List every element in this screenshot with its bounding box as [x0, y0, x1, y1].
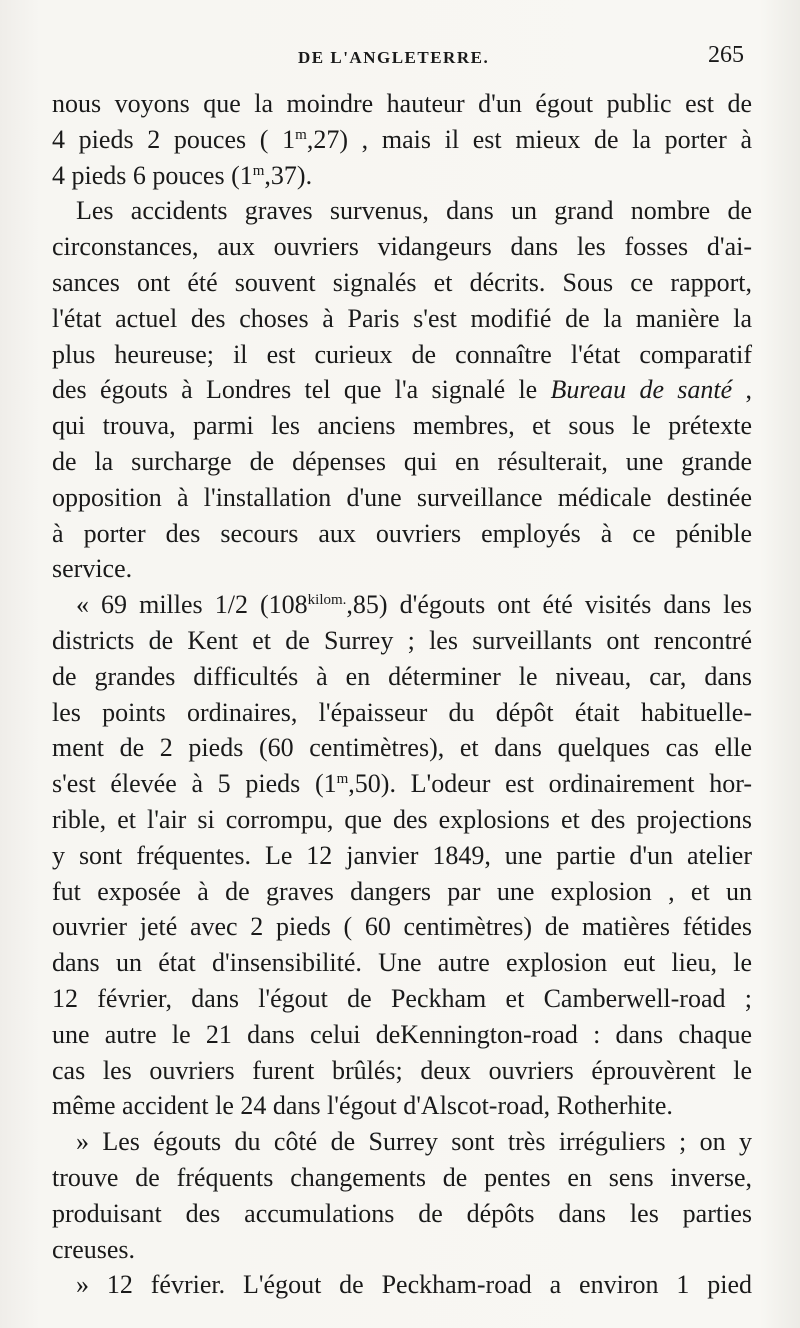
text-segment: nous voyons que la moindre hauteur d'un égout public est de — [52, 89, 752, 118]
text-segment: districts de Kent et de Surrey ; les surveillants ont rencontré — [52, 625, 752, 655]
text-line — [52, 193, 752, 229]
text-segment: Les accidents graves survenus, dans un grand nombre de — [76, 196, 752, 226]
text-segment: 12 février, dans l'égout de Peckham et Camberwell-road ; — [52, 983, 752, 1013]
text-segment: ,85) d'égouts ont été visités dans les — [346, 590, 752, 620]
text-line — [52, 86, 752, 122]
text-segment: ouvrier jeté avec 2 pieds ( 60 centimètres) de matières fétides — [52, 912, 752, 942]
text-line — [52, 551, 752, 587]
text-line — [52, 1196, 752, 1232]
text-segment: l'état actuel des choses à Paris s'est modifié de la manière la — [52, 303, 752, 333]
text-line — [52, 516, 752, 552]
text-segment: fut exposée à de graves dangers par une explosion , et un — [52, 876, 752, 906]
text-line — [52, 158, 752, 194]
text-segment: ,50). L'odeur est ordinairement hor- — [348, 769, 752, 799]
text-segment: opposition à l'installation d'une surveillance médicale destinée — [52, 482, 752, 512]
text-line — [52, 802, 752, 838]
text-segment: ,27) , mais il est mieux de la porter à — [306, 124, 752, 154]
text-line — [52, 265, 752, 301]
text-line — [52, 1267, 752, 1303]
text-segment: rible, et l'air si corrompu, que des explosions et des projections — [52, 804, 752, 834]
text-line — [52, 1232, 752, 1268]
text-segment: y sont fréquentes. Le 12 janvier 1849, une partie d'un atelier — [52, 840, 752, 870]
text-line — [52, 945, 752, 981]
text-segment: produisant des accumulations de dépôts dans les parties — [52, 1198, 752, 1228]
text-segment: s'est élevée à 5 pieds (1 — [52, 769, 337, 799]
text-segment: plus heureuse; il est curieux de connaître l'état comparatif — [52, 339, 752, 369]
text-line — [52, 337, 752, 373]
text-line — [52, 695, 752, 731]
text-line — [52, 1160, 752, 1196]
page-header — [62, 42, 744, 76]
text-segment: 4 pieds 6 pouces (1 — [52, 160, 253, 190]
superscript: m — [336, 771, 349, 788]
text-line — [52, 408, 752, 444]
text-segment: cas les ouvriers furent brûlés; deux ouvriers éprouvèrent le — [52, 1055, 752, 1085]
text-line — [52, 623, 752, 659]
text-segment: des égouts à Londres tel que l'a signalé le — [52, 375, 551, 405]
text-line — [52, 838, 752, 874]
text-line — [52, 1017, 752, 1053]
text-segment: » Les égouts du côté de Surrey sont très irréguliers ; on y — [76, 1127, 752, 1157]
text-line — [52, 372, 752, 408]
text-line — [52, 730, 752, 766]
text-line — [52, 587, 752, 623]
text-segment: trouve de fréquents changements de pentes en sens inverse, — [52, 1162, 752, 1192]
text-segment: de la surcharge de dépenses qui en résulterait, une grande — [52, 446, 752, 476]
text-segment: » 12 février. L'égout de Peckham-road a environ 1 pied — [76, 1270, 752, 1300]
running-head: DE L'ANGLETERRE. — [298, 48, 490, 67]
text-line — [52, 981, 752, 1017]
text-line — [52, 301, 752, 337]
superscript: m — [252, 162, 265, 179]
text-segment: ,37). — [264, 160, 313, 190]
text-line — [52, 659, 752, 695]
text-segment: 4 pieds 2 pouces ( 1 — [52, 124, 296, 154]
text-segment: , — [732, 375, 753, 405]
body-text — [52, 86, 752, 1303]
text-segment: sances ont été souvent signalés et décrits. Sous ce rapport, — [52, 267, 752, 297]
text-line — [52, 122, 752, 158]
text-segment: les points ordinaires, l'épaisseur du dépôt était habituelle- — [52, 697, 752, 727]
text-segment: qui trouva, parmi les anciens membres, et sous le prétexte — [52, 411, 752, 441]
text-line — [52, 766, 752, 802]
text-line — [52, 1053, 752, 1089]
text-line — [52, 874, 752, 910]
text-line — [52, 1088, 752, 1124]
text-segment: de grandes difficultés à en déterminer le niveau, car, dans — [52, 661, 752, 691]
text-line — [52, 480, 752, 516]
text-segment: à porter des secours aux ouvriers employés à ce pénible — [52, 518, 752, 548]
superscript: m — [295, 126, 307, 143]
text-segment: « 69 milles 1/2 (108 — [76, 590, 308, 620]
text-segment: une autre le 21 dans celui deKennington-road : dans chaque — [52, 1019, 752, 1049]
text-line — [52, 229, 752, 265]
superscript: kilom. — [307, 592, 347, 609]
text-segment: creuses. — [52, 1234, 136, 1264]
text-line — [52, 1124, 752, 1160]
italic-text: Bureau de santé — [550, 375, 733, 405]
text-segment: service. — [52, 554, 133, 584]
text-segment: ment de 2 pieds (60 centimètres), et dans quelques cas elle — [52, 733, 752, 763]
text-segment: circonstances, aux ouvriers vidangeurs dans les fosses d'ai- — [52, 232, 752, 262]
text-line — [52, 909, 752, 945]
text-segment: dans un état d'insensibilité. Une autre explosion eut lieu, le — [52, 948, 752, 978]
text-line — [52, 444, 752, 480]
text-segment: même accident le 24 dans l'égout d'Alscot-road, Rotherhite. — [52, 1091, 673, 1121]
page-number: 265 — [708, 42, 744, 68]
